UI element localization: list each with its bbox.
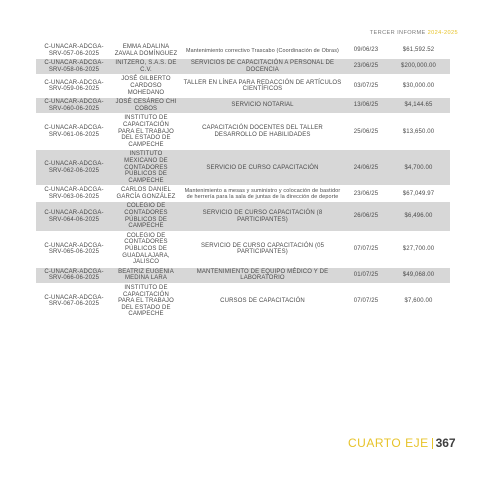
table-row bbox=[36, 114, 450, 150]
supplier-cell: JOSÉ GILBERTO CARDOSO MOHEDANO bbox=[112, 75, 180, 98]
date-cell: 23/06/25 bbox=[345, 59, 387, 75]
date-cell: 25/06/25 bbox=[345, 114, 387, 150]
supplier-cell: JOSÉ CESÁREO CHI COBOS bbox=[112, 98, 180, 114]
table-row bbox=[36, 202, 450, 231]
table-row bbox=[36, 231, 450, 267]
supplier-cell: INSTITUTO MEXICANO DE CONTADORES PÚBLICOS DE CAMPECHE bbox=[112, 150, 180, 186]
page-number: 367 bbox=[435, 436, 456, 450]
description-cell: SERVICIO DE CURSO CAPACITACIÓN bbox=[180, 150, 345, 186]
contracts-table-body bbox=[36, 43, 450, 319]
description-cell: CAPACITACIÓN DOCENTES DEL TALLER DESARROLLO DE HABILIDADES bbox=[180, 114, 345, 150]
contract-number-cell: C-UNACAR-ADCGA-SRV-062-06-2025 bbox=[36, 150, 112, 186]
amount-cell: $7,600.00 bbox=[387, 284, 450, 320]
date-cell: 07/07/25 bbox=[345, 284, 387, 320]
report-title: TERCER INFORME bbox=[369, 30, 426, 36]
amount-cell: $30,000.00 bbox=[387, 75, 450, 98]
report-header bbox=[370, 30, 458, 36]
description-cell: CURSOS DE CAPACITACIÓN bbox=[180, 284, 345, 320]
contract-number-cell: C-UNACAR-ADCGA-SRV-061-06-2025 bbox=[36, 114, 112, 150]
table-row bbox=[36, 186, 450, 202]
table-row bbox=[36, 284, 450, 320]
description-cell: Mantenimiento correctivo Trascabo (Coordinación de Obras) bbox=[180, 43, 345, 59]
amount-cell: $200,000.00 bbox=[387, 59, 450, 75]
description-cell: SERVICIO DE CURSO CAPACITACIÓN (8 PARTICIPANTES) bbox=[180, 202, 345, 231]
date-cell: 13/06/25 bbox=[345, 98, 387, 114]
amount-cell: $67,049.97 bbox=[387, 186, 450, 202]
description-cell: SERVICIO NOTARIAL bbox=[180, 98, 345, 114]
contract-number-cell: C-UNACAR-ADCGA-SRV-058-06-2025 bbox=[36, 59, 112, 75]
contract-number-cell: C-UNACAR-ADCGA-SRV-057-06-2025 bbox=[36, 43, 112, 59]
supplier-cell: INSTITUTO DE CAPACITACIÓN PARA EL TRABAJO DEL ESTADO DE CAMPECHE bbox=[112, 284, 180, 320]
contract-number-cell: C-UNACAR-ADCGA-SRV-065-06-2025 bbox=[36, 231, 112, 267]
page-footer bbox=[348, 436, 456, 450]
footer-divider bbox=[432, 438, 433, 449]
contract-number-cell: C-UNACAR-ADCGA-SRV-059-06-2025 bbox=[36, 75, 112, 98]
date-cell: 07/07/25 bbox=[345, 231, 387, 267]
section-label: CUARTO EJE bbox=[348, 436, 429, 450]
amount-cell: $13,650.00 bbox=[387, 114, 450, 150]
contract-number-cell: C-UNACAR-ADCGA-SRV-063-06-2025 bbox=[36, 186, 112, 202]
table-row bbox=[36, 43, 450, 59]
description-cell: SERVICIOS DE CAPACITACIÓN A PERSONAL DE DOCENCIA bbox=[180, 59, 345, 75]
date-cell: 23/06/25 bbox=[345, 186, 387, 202]
supplier-cell: EMMA ADALINA ZAVALA DOMÍNGUEZ bbox=[112, 43, 180, 59]
contracts-table bbox=[36, 43, 450, 320]
supplier-cell: INSTITUTO DE CAPACITACIÓN PARA EL TRABAJO DEL ESTADO DE CAMPECHE bbox=[112, 114, 180, 150]
date-cell: 03/07/25 bbox=[345, 75, 387, 98]
supplier-cell: BEATRIZ EUGENIA MEDINA LARA bbox=[112, 267, 180, 283]
contract-number-cell: C-UNACAR-ADCGA-SRV-060-06-2025 bbox=[36, 98, 112, 114]
supplier-cell: COLEGIO DE CONTADORES PÚBLICOS DE CAMPECHE bbox=[112, 202, 180, 231]
amount-cell: $27,700.00 bbox=[387, 231, 450, 267]
supplier-cell: INITZERO, S.A.S. DE C.V. bbox=[112, 59, 180, 75]
supplier-cell: COLEGIO DE CONTADORES PÚBLICOS DE GUADALAJARA, JALISCO bbox=[112, 231, 180, 267]
table-row bbox=[36, 150, 450, 186]
description-cell: MANTENIMIENTO DE EQUIPO MÉDICO Y DE LABORATORIO bbox=[180, 267, 345, 283]
report-years: 2024-2025 bbox=[427, 30, 458, 36]
date-cell: 09/06/23 bbox=[345, 43, 387, 59]
contract-number-cell: C-UNACAR-ADCGA-SRV-067-06-2025 bbox=[36, 284, 112, 320]
date-cell: 26/06/25 bbox=[345, 202, 387, 231]
table-row bbox=[36, 75, 450, 98]
contract-number-cell: C-UNACAR-ADCGA-SRV-064-06-2025 bbox=[36, 202, 112, 231]
supplier-cell: CARLOS DANIEL GARCÍA GONZÁLEZ bbox=[112, 186, 180, 202]
table-row bbox=[36, 59, 450, 75]
contract-number-cell: C-UNACAR-ADCGA-SRV-066-06-2025 bbox=[36, 267, 112, 283]
amount-cell: $49,068.00 bbox=[387, 267, 450, 283]
description-cell: TALLER EN LÍNEA PARA REDACCIÓN DE ARTÍCULOS CIENTÍFICOS bbox=[180, 75, 345, 98]
amount-cell: $4,144.65 bbox=[387, 98, 450, 114]
description-cell: SERVICIO DE CURSO CAPACITACIÓN (05 PARTICIPANTES) bbox=[180, 231, 345, 267]
date-cell: 24/06/25 bbox=[345, 150, 387, 186]
description-cell: Mantenimiento a mesas y suministro y colocación de bastidor de herrería para la sala de juntas de la dirección de deporte bbox=[180, 186, 345, 202]
table-row bbox=[36, 98, 450, 114]
date-cell: 01/07/25 bbox=[345, 267, 387, 283]
amount-cell: $6,496.00 bbox=[387, 202, 450, 231]
amount-cell: $4,700.00 bbox=[387, 150, 450, 186]
amount-cell: $61,592.52 bbox=[387, 43, 450, 59]
table-row bbox=[36, 267, 450, 283]
